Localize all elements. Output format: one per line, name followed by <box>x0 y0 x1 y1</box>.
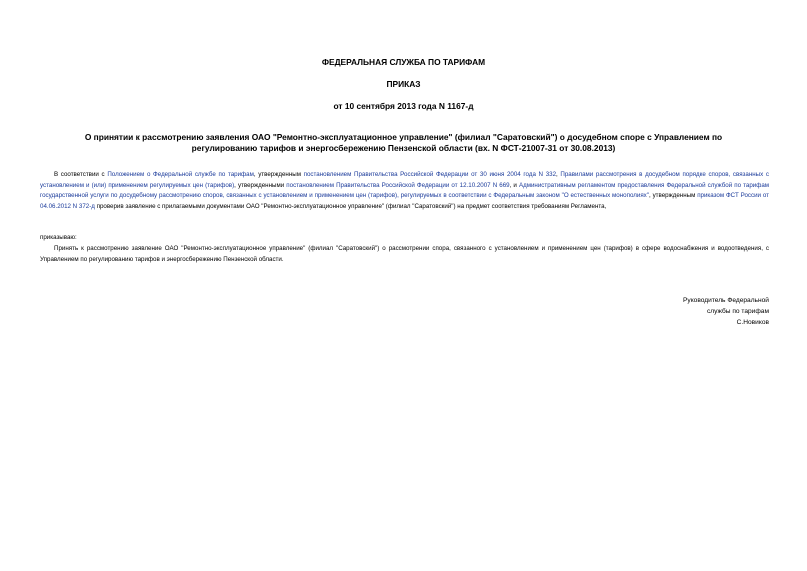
order-word: приказываю: <box>40 234 77 241</box>
link-admin-regulation[interactable]: Административным регламентом предоставления Федеральной службой по тарифам государственной услуги по досудебному рассмотрению споров, связанных с установлением и применением цен (тарифов), регулируемых в соответствии с Федеральным законом "О естественных монополиях" <box>40 181 770 199</box>
link-resolution-669[interactable]: постановлением Правительства Российской Федерации от 12.10.2007 N 669 <box>286 181 510 189</box>
signature-position-line-1: Руководитель Федеральной <box>683 297 769 304</box>
link-regulation-fst[interactable]: Положением о Федеральной службе по тарифам <box>107 171 254 178</box>
doc-date-number: от 10 сентября 2013 года N 1167-д <box>333 101 474 111</box>
agency-name: ФЕДЕРАЛЬНАЯ СЛУЖБА ПО ТАРИФАМ <box>321 57 486 67</box>
preamble-paragraph <box>40 170 769 212</box>
preamble-text: , утвержденным <box>253 171 304 178</box>
preamble-text: В соответствии с <box>54 171 108 178</box>
signature-position-line-2: службы по тарифам <box>706 308 769 315</box>
doc-type: ПРИКАЗ <box>386 79 421 89</box>
link-resolution-332[interactable]: постановлением Правительства Российской Федерации от 30 июня 2004 года N 332 <box>303 171 557 178</box>
preamble-text: , утвержденным <box>648 192 698 199</box>
doc-title-line-2: регулированию тарифов и энергосбережению Пензенской области (вх. N ФСТ-21007-31 от 30.08.2013) <box>191 143 616 153</box>
link-rules-disputes[interactable]: Правилами рассмотрения в досудебном порядке споров, связанных с установлением и (или) применением регулируемых цен (тарифов) <box>40 171 769 189</box>
preamble-text: , и <box>509 181 519 189</box>
preamble-text: , <box>556 171 561 178</box>
preamble-text: , утвержденными <box>234 181 287 189</box>
link-order-372[interactable]: приказом ФСТ России от 04.06.2012 N 372-д <box>40 192 769 210</box>
doc-title-line-1: О принятии к рассмотрению заявления ОАО "Ремонтно-эксплуатационное управление" (филиал "Саратовский") о досудебном споре с Управлением по <box>84 132 723 142</box>
order-paragraph: Принять к рассмотрению заявление ОАО "Ремонтно-эксплуатационное управление" (филиал "Саратовский") о рассмотрении спора, связанного с установлением и применением цен (тарифов) в сфере водоснабжения и водоотведения, с Управлением по регулированию тарифов и энергосбережению Пензенской области. <box>40 245 769 263</box>
signature-name: С.Новиков <box>736 319 769 326</box>
preamble-text: проверив заявление с прилагаемыми документами ОАО "Ремонтно-эксплуатационное управление" (филиал "Саратовский") на предмет соответствия требованиям Регламента, <box>94 202 607 210</box>
